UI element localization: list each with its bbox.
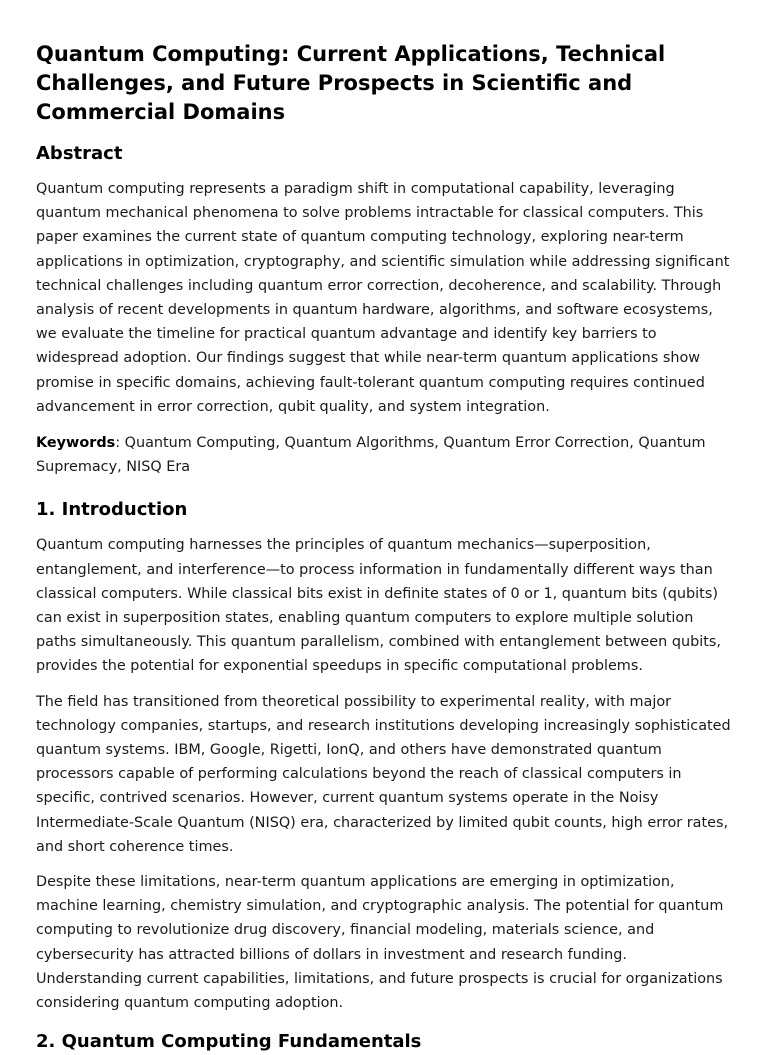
keywords-label: Keywords [36,435,116,452]
abstract-text: Quantum computing represents a paradigm shift in computational capability, leveraging quantum mechanical phenomena to solve problems intractable for classical computers. This paper examines the current state of quantum computing technology, exploring near-term applications in optimization, cryptography, and scientific simulation while addressing significant technical challenges including quantum error correction, decoherence, and scalability. Through analysis of recent developments in quantum hardware, algorithms, and software ecosystems, we evaluate the timeline for practical quantum advantage and identify key barriers to widespread adoption. Our findings suggest that while near-term quantum applications show promise in specific domains, achieving fault-tolerant quantum computing requires continued advancement in error correction, qubit quality, and system integration. [36,181,730,415]
keywords-line [36,431,732,479]
keywords-separator: : [115,435,125,452]
keywords-text: Quantum Computing, Quantum Algorithms, Quantum Error Correction, Quantum Supremacy, NISQ Era [36,435,706,476]
intro-paragraph-2: The field has transitioned from theoretical possibility to experimental reality, with major technology companies, startups, and research institutions developing increasingly sophisticated quantum systems. IBM, Google, Rigetti, IonQ, and others have demonstrated quantum processors capable of performing calculations beyond the reach of classical computers in specific, contrived scenarios. However, current quantum systems operate in the Noisy Intermediate-Scale Quantum (NISQ) era, characterized by limited qubit counts, high error rates, and short coherence times. [36,693,731,855]
section-heading-introduction: 1. Introduction [36,499,188,521]
paper-title: Quantum Computing: Current Applications, Technical Challenges, and Future Prospects in Scientific and Commercial Domains [36,42,666,124]
section-heading-fundamentals: 2. Quantum Computing Fundamentals [36,1031,422,1053]
abstract-heading: Abstract [36,143,123,164]
intro-paragraph-1: Quantum computing harnesses the principles of quantum mechanics—superposition, entanglement, and interference—to process information in fundamentally different ways than classical computers. While classical bits exist in definite states of 0 or 1, quantum bits (qubits) can exist in superposition states, enabling quantum computers to explore multiple solution paths simultaneously. This quantum parallelism, combined with entanglement between qubits, provides the potential for exponential speedups in specific computational problems. [36,537,721,675]
intro-paragraph-3: Despite these limitations, near-term quantum applications are emerging in optimization, machine learning, chemistry simulation, and cryptographic analysis. The potential for quantum computing to revolutionize drug discovery, financial modeling, materials science, and cybersecurity has attracted billions of dollars in investment and research funding. Understanding current capabilities, limitations, and future prospects is crucial for organizations considering quantum computing adoption. [36,874,724,1012]
